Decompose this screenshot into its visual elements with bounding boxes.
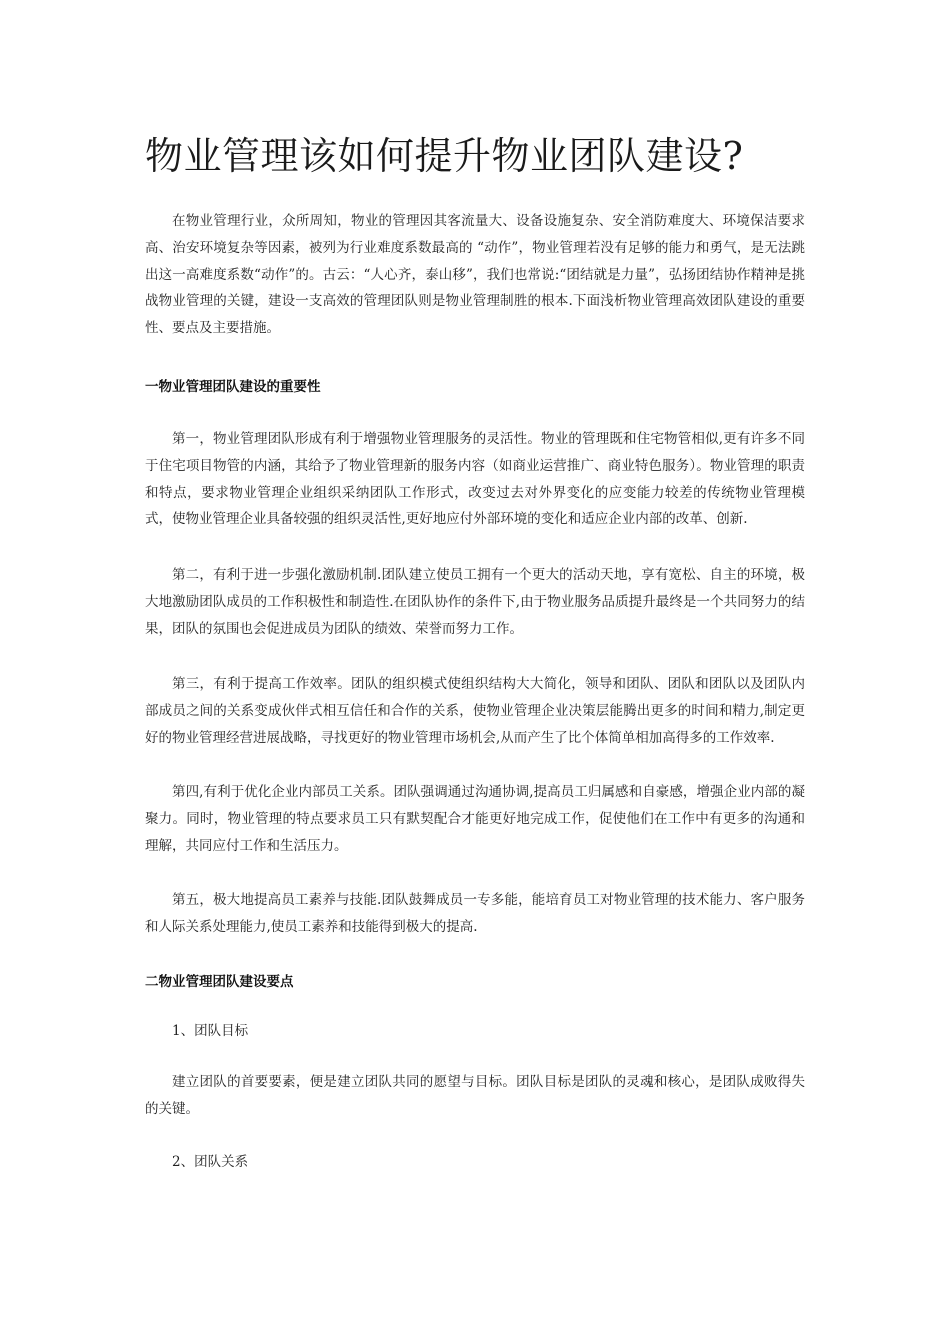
paragraph-fifth: 第五，极大地提高员工素养与技能.团队鼓舞成员一专多能，能培育员工对物业管理的技术能力、客户服务和人际关系处理能力,使员工素养和技能得到极大的提高.: [145, 892, 805, 935]
paragraph-fourth: 第四,有利于优化企业内部员工关系。团队强调通过沟通协调,提高员工归属感和自豪感，增强企业内部的凝聚力。同时，物业管理的特点要求员工只有默契配合才能更好地完成工作，促使他们在工作中有更多的沟通和理解，共同应付工作和生活压力。: [145, 784, 805, 854]
section-heading-importance: 一物业管理团队建设的重要性: [145, 379, 321, 395]
section-heading-key-points: 二物业管理团队建设要点: [145, 974, 294, 990]
intro-paragraph: 在物业管理行业，众所周知，物业的管理因其客流量大、设备设施复杂、安全消防难度大、环境保洁要求高、治安环境复杂等因素，被列为行业难度系数最高的 “动作”，物业管理若没有足够的能力和勇气，是无法跳出这一高难度系数“动作”的。古云：“人心齐，泰山移”，我们也常说:“团结就是力量”，弘扬团结协作精神是挑战物业管理的关键，建设一支高效的管理团队则是物业管理制胜的根本.下面浅析物业管理高效团队建设的重要性、要点及主要措施。: [145, 213, 805, 337]
subheading-team-relations: 2、团队关系: [172, 1154, 249, 1170]
paragraph-second: 第二，有利于进一步强化激励机制.团队建立使员工拥有一个更大的活动天地，享有宽松、自主的环境，极大地激励团队成员的工作积极性和制造性.在团队协作的条件下,由于物业服务品质提升最终是一个共同努力的结果，团队的氛围也会促进成员为团队的绩效、荣誉而努力工作。: [145, 567, 805, 637]
paragraph-third: 第三，有利于提高工作效率。团队的组织模式使组织结构大大简化，领导和团队、团队和团队以及团队内部成员之间的关系变成伙伴式相互信任和合作的关系，使物业管理企业决策层能腾出更多的时间和精力,制定更好的物业管理经营进展战略，寻找更好的物业管理市场机会,从而产生了比个体简单相加高得多的工作效率.: [145, 676, 805, 746]
subheading-team-goal: 1、团队目标: [172, 1023, 249, 1039]
page-title: 物业管理该如何提升物业团队建设?: [145, 134, 744, 178]
paragraph-first: 第一，物业管理团队形成有利于增强物业管理服务的灵活性。物业的管理既和住宅物管相似,更有许多不同于住宅项目物管的内涵，其给予了物业管理新的服务内容（如商业运营推广、商业特色服务）。物业管理的职责和特点，要求物业管理企业组织采纳团队工作形式，改变过去对外界变化的应变能力较差的传统物业管理模式，使物业管理企业具备较强的组织灵活性,更好地应付外部环境的变化和适应企业内部的改革、创新.: [145, 431, 805, 528]
paragraph-team-goal: 建立团队的首要要素，便是建立团队共同的愿望与目标。团队目标是团队的灵魂和核心，是团队成败得失的关键。: [145, 1074, 805, 1117]
